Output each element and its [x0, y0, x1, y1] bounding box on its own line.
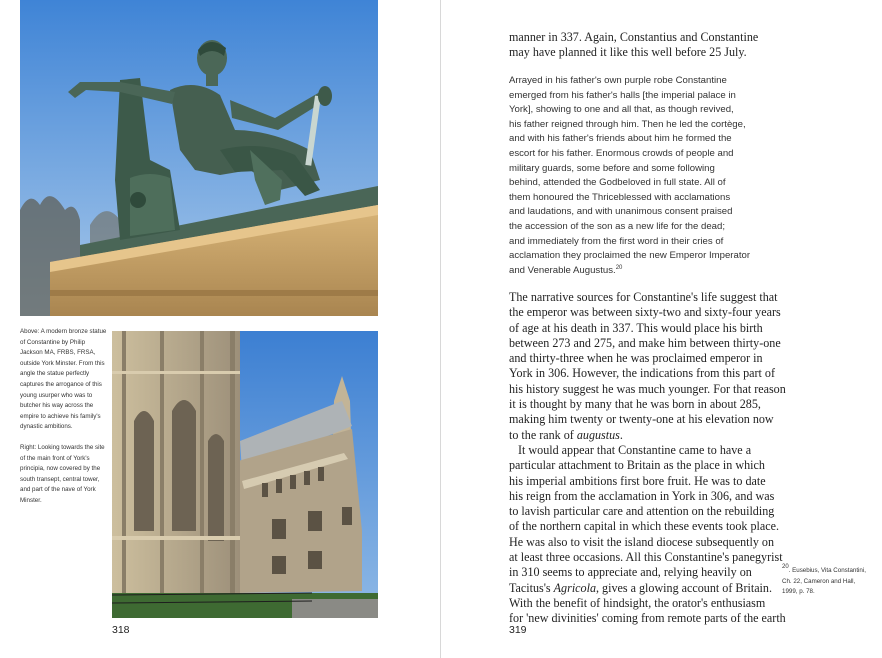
footnote-number: 20 — [782, 564, 789, 570]
quote-last-text: and Venerable Augustus. — [509, 264, 616, 276]
left-page — [0, 0, 440, 658]
eusebius-quote — [509, 74, 787, 278]
text-line: may have planned it like this well before 25 July. — [509, 45, 747, 60]
text-line: manner in 337. Again, Constantius and Constantine — [509, 30, 759, 44]
text-line: and thirty-three when he was proclaimed emperor in — [509, 351, 763, 366]
note-reference: 20 — [615, 264, 623, 271]
text-line: between 273 and 275, and make him between thirty-one — [509, 335, 781, 350]
quote-line: behind, attended the Godbeloved in full state. All of — [509, 177, 726, 189]
quote-line: and with his father's friends about him he formed the — [509, 133, 732, 145]
text-line: in 310 seems to appreciate and, relying heavily on — [509, 565, 752, 580]
quote-line: and immediately from the first word in their cries of — [509, 235, 724, 247]
italic-term: augustus — [576, 427, 620, 442]
footnote-text: . Eusebius, Vita Constantini, Ch. 22, Cameron and Hall, 1999, p. 78. — [782, 567, 866, 596]
text-line: the emperor was between sixty-two and sixty-four years — [509, 305, 781, 320]
constantine-statue-photo — [20, 0, 378, 316]
text-line: his history suggest he was much younger. For that reason — [509, 381, 786, 396]
text-line: York in 306. However, the indications from this part of — [509, 366, 775, 381]
quote-line: York], showing to one and all that, as though revived, — [509, 104, 734, 116]
italic-title: Agricola — [553, 580, 596, 595]
paragraph-2 — [509, 443, 787, 627]
text-line: of age at his death in 337. This would place his birth — [509, 320, 763, 335]
quote-line: military guards, some before and some following — [509, 162, 715, 174]
page-number-right: 319 — [509, 624, 527, 636]
text-fragment: Tacitus's — [509, 580, 551, 595]
text-fragment: , gives a glowing account of Britain. — [596, 580, 772, 595]
quote-line: acclamation they proclaimed the new Emperor Imperator — [509, 250, 751, 262]
text-line: for 'new divinities' coming from remote parts of the earth — [509, 611, 786, 626]
quote-line: his father reigned through him. Then he led the cortège, — [509, 118, 746, 130]
quote-line: escort for his father. Enormous crowds of people and — [509, 147, 734, 159]
statue-illustration — [20, 0, 378, 316]
photo-captions — [20, 327, 108, 517]
text-line: He was also to visit the island diocese subsequently on — [509, 534, 775, 549]
text-line: to the rank of augustus. — [509, 427, 623, 442]
text-line: making him twenty or twenty-one at his elevation now — [509, 412, 774, 427]
text-line: of the northern capital in which these events took place. — [509, 519, 780, 534]
text-line: With the benefit of hindsight, the orator's enthusiasm — [509, 595, 766, 610]
caption-above: Above: A modern bronze statue of Constantine by Philip Jackson MA, FRBS, FRSA, outside York Minster. From this angle the statue perfectly captures the arrogance of this young usurper who was to butcher his way across the empire to achieve his family's dynastic ambitions. — [20, 328, 107, 431]
text-line: his imperial ambitions first bore fruit. He was to date — [509, 473, 766, 488]
quote-line: Arrayed in his father's own purple robe Constantine — [509, 75, 727, 86]
minster-illustration — [112, 331, 378, 618]
text-fragment: to the rank of — [509, 427, 574, 442]
page-number-left: 318 — [112, 624, 130, 636]
quote-line: emerged from his father's halls [the imperial palace in — [509, 89, 736, 101]
text-line: The narrative sources for Constantine's life suggest that — [509, 290, 778, 304]
text-line: to lavish particular care and attention on the rebuilding — [509, 504, 775, 519]
text-line: particular attachment to Britain as the place in which — [509, 458, 765, 473]
opening-lines — [509, 30, 787, 61]
quote-line — [509, 264, 787, 279]
quote-line: the accession of the son as a new life for the dead; — [509, 220, 725, 232]
quote-line: them honoured the Thriceblessed with acclamations — [509, 191, 731, 203]
text-line: at least three occasions. All this Constantine's panegyrist — [509, 550, 783, 565]
paragraph-1 — [509, 290, 787, 443]
york-minster-photo — [112, 331, 378, 618]
text-line — [509, 581, 787, 596]
footnote-20 — [782, 566, 872, 598]
text-line: his reign from the acclamation in York in 306, and was — [509, 488, 775, 503]
right-page — [441, 0, 882, 658]
caption-right: Right: Looking towards the site of the main front of York's principia, now covered by the south transept, central tower, and part of the nave of York Minster. — [20, 443, 105, 504]
text-line: It would appear that Constantine came to have a — [518, 443, 752, 457]
quote-line: and laudations, and with unanimous consent praised — [509, 206, 733, 218]
text-line: it is thought by many that he was born in about 285, — [509, 397, 761, 412]
